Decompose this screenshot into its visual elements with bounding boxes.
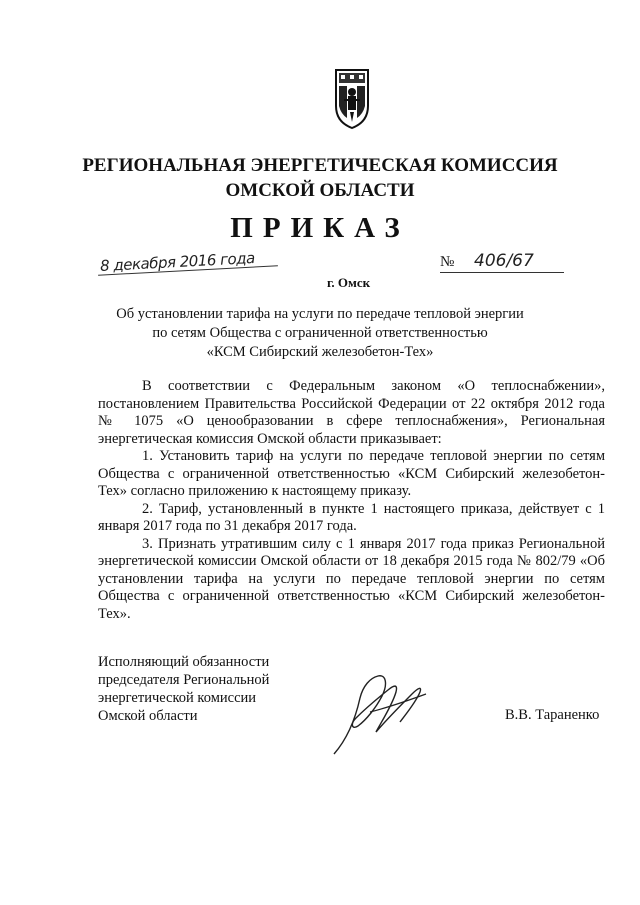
order-subject <box>0 305 640 362</box>
number-underline <box>440 272 564 273</box>
organization-name <box>0 153 640 203</box>
order-body <box>98 378 605 623</box>
coat-of-arms-emblem <box>332 66 372 130</box>
body-intro: В соответствии с Федеральным законом «О теплоснабжении», постановлением Правительства Российской Федерации от 22 октября 2012 года № 1075 «О ценообразовании в сфере теплоснабжения», Региональная энергетическая комиссия Омской области приказывает: <box>98 378 605 447</box>
body-item-2: 2. Тариф, установленный в пункте 1 настоящего приказа, действует с 1 января 2017 года по 31 декабря 2017 года. <box>98 500 605 534</box>
signer-position-line3: энергетической комиссии <box>98 690 257 706</box>
city-label: г. Омск <box>327 275 371 290</box>
org-name-line2: ОМСКОЙ ОБЛАСТИ <box>225 180 415 201</box>
body-item-3: 3. Признать утратившим силу с 1 января 2017 года приказ Региональной энергетической комиссии Омской области от 18 декабря 2015 года № 802/79 «Об установлении тарифа на услуги по передаче тепловой энергии по сетям Общества с ограниченной ответственностью «КСМ Сибирский железобетон-Тех». <box>98 535 605 622</box>
subject-line3: «КСМ Сибирский железобетон-Тех» <box>206 344 434 360</box>
number-sign: № <box>440 254 455 270</box>
signer-name: В.В. Тараненко <box>505 707 600 723</box>
org-name-line1: РЕГИОНАЛЬНАЯ ЭНЕРГЕТИЧЕСКАЯ КОМИССИЯ <box>82 155 558 176</box>
subject-line1: Об установлении тарифа на услуги по передаче тепловой энергии <box>116 306 524 322</box>
handwritten-date: 8 декабря 2016 года <box>99 248 256 276</box>
signer-position <box>98 653 269 725</box>
handwritten-signature <box>330 668 440 758</box>
document-title: ПРИКАЗ <box>230 212 410 244</box>
body-item-1: 1. Установить тариф на услуги по передаче тепловой энергии по сетям Общества с ограниченной ответственностью «КСМ Сибирский железобетон-Тех» согласно приложению к настоящему приказу. <box>98 448 605 499</box>
signer-position-line1: Исполняющий обязанности <box>98 654 270 670</box>
signer-position-line2: председателя Региональной <box>98 672 270 688</box>
subject-line2: по сетям Общества с ограниченной ответственностью <box>152 325 488 341</box>
handwritten-number: 406/67 <box>474 251 534 271</box>
signer-position-line4: Омской области <box>98 708 198 724</box>
